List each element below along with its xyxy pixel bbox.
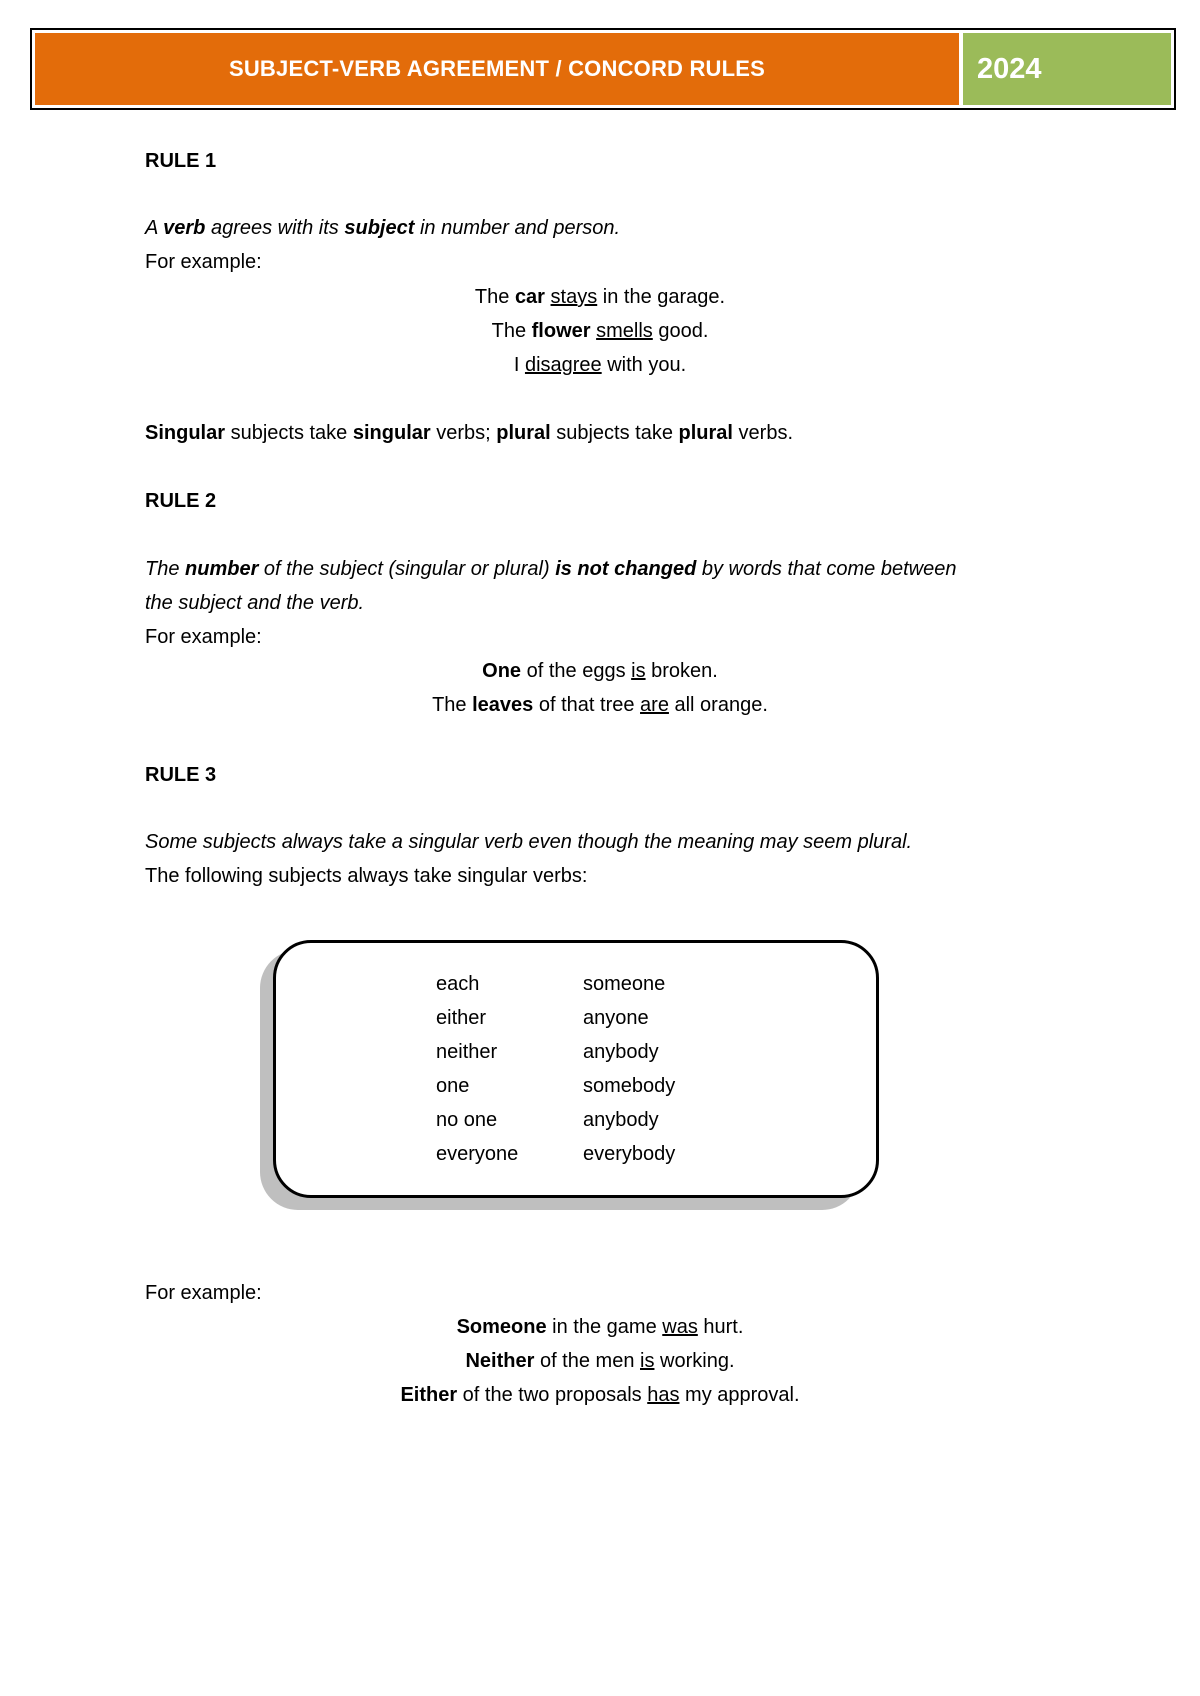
- rule2-statement-line2: the subject and the verb.: [145, 592, 365, 614]
- list-item: either: [436, 1007, 487, 1029]
- list-item: anybody: [583, 1041, 659, 1063]
- rule2-example-1: One of the eggs is broken.: [482, 660, 718, 682]
- header-banner: [30, 28, 1176, 110]
- rule2-for-example: For example:: [145, 626, 262, 648]
- rule3-for-example: For example:: [145, 1282, 262, 1304]
- rule3-example-3: Either of the two proposals has my approval.: [400, 1384, 800, 1406]
- list-item: no one: [436, 1109, 498, 1131]
- rule2-example-2: The leaves of that tree are all orange.: [432, 694, 768, 716]
- list-item: anyone: [583, 1007, 649, 1029]
- document-title: SUBJECT-VERB AGREEMENT / CONCORD RULES: [35, 33, 959, 105]
- list-item: somebody: [583, 1075, 676, 1097]
- rule1-for-example: For example:: [145, 251, 262, 273]
- rule3-heading: RULE 3: [145, 764, 217, 786]
- list-item: someone: [583, 973, 666, 995]
- list-item: neither: [436, 1041, 498, 1063]
- singular-subjects-box: [273, 940, 879, 1198]
- rule1-example-2: The flower smells good.: [491, 320, 709, 342]
- list-item: anybody: [583, 1109, 659, 1131]
- list-item: everybody: [583, 1143, 676, 1165]
- rule3-example-2: Neither of the men is working.: [465, 1350, 735, 1372]
- list-item: each: [436, 973, 480, 995]
- rule1-example-1: The car stays in the garage.: [474, 286, 726, 308]
- word-list-left: [436, 967, 518, 1171]
- rule3-intro: The following subjects always take singular verbs:: [145, 865, 588, 887]
- rule2-heading: RULE 2: [145, 490, 217, 512]
- list-item: one: [436, 1075, 470, 1097]
- rule2-statement: The number of the subject (singular or plural) is not changed by words that come between: [145, 558, 957, 580]
- rule3-example-1: Someone in the game was hurt.: [456, 1316, 744, 1338]
- rule3-statement: Some subjects always take a singular verb even though the meaning may seem plural.: [145, 831, 913, 853]
- word-list-right: [583, 967, 675, 1171]
- rule1-heading: RULE 1: [145, 150, 217, 172]
- rule1-example-3: I disagree with you.: [513, 354, 687, 376]
- list-item: everyone: [436, 1143, 519, 1165]
- document-year: 2024: [963, 33, 1171, 105]
- rule1-statement: A verb agrees with its subject in number and person.: [145, 217, 621, 239]
- rule1-summary: Singular subjects take singular verbs; plural subjects take plural verbs.: [145, 422, 794, 444]
